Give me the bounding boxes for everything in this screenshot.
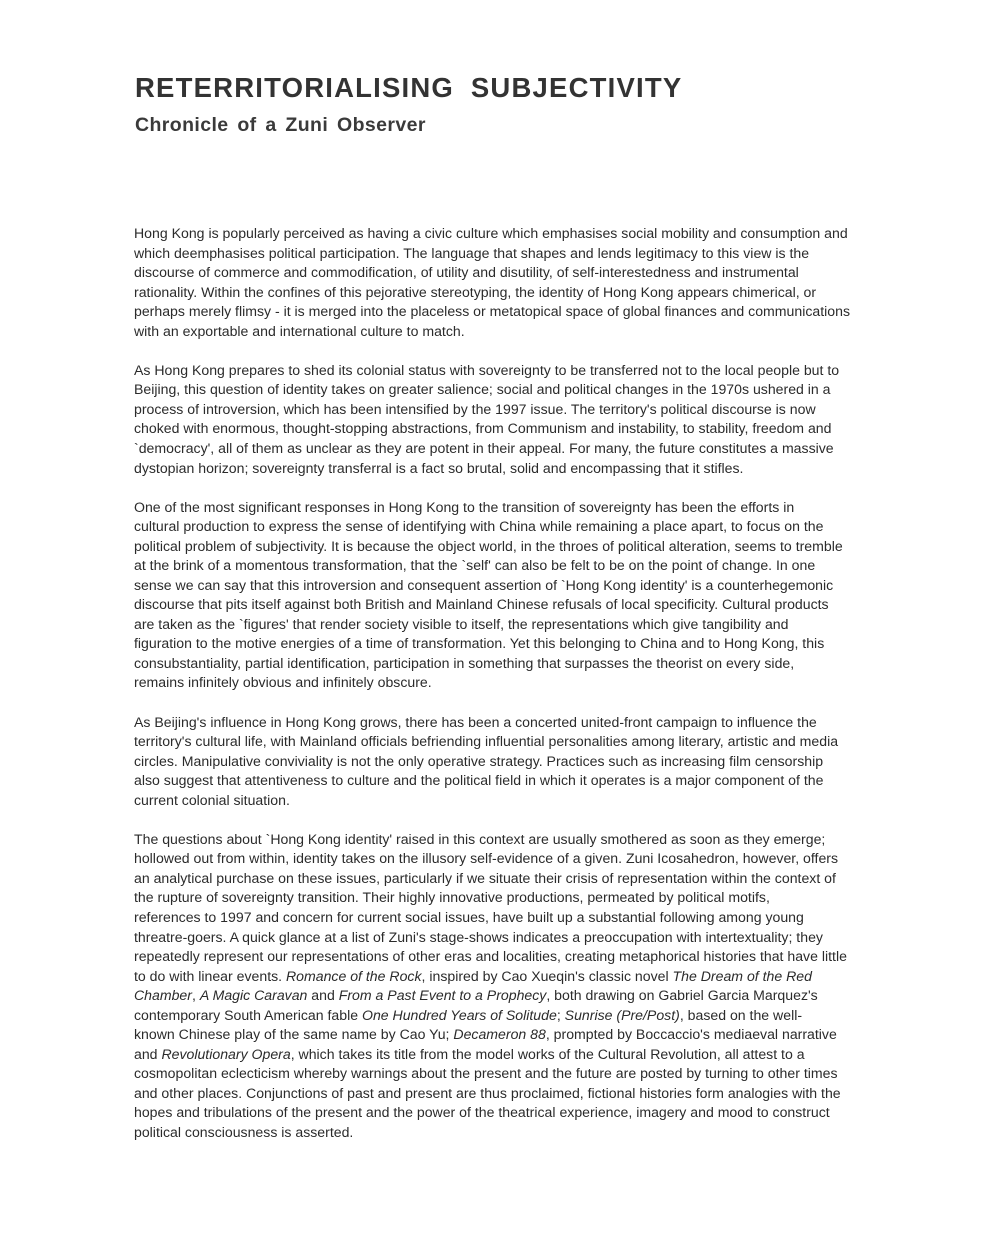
line: repeatedly represent our representations of other eras and localities, creating metaphorical histories that have little [134,948,847,965]
line: hopes and tribulations of the present and the power of the theatrical experience, imagery and mood to construct [134,1104,830,1121]
document-subtitle: Chronicle of a Zuni Observer [135,114,426,136]
line: figuration to the motive energies of a time of transformation. Yet this belonging to China and to Hong Kong, this [134,635,825,652]
work-title: Decameron 88 [453,1026,546,1043]
line: political consciousness is asserted. [134,1123,354,1140]
line [134,967,896,987]
paragraph-2 [134,361,896,478]
line: discourse of commerce and commodification, of utility and disutility, of self-interestedness and instrumental [134,264,799,281]
line [134,986,896,1006]
work-title: Revolutionary Opera [161,1045,291,1062]
line: dystopian horizon; sovereignty transferral is a fact so brutal, solid and encompassing that it stifles. [134,459,744,476]
text-run: , inspired by Cao Xueqin's classic novel [421,967,673,984]
body-text [134,224,896,1162]
text-run: , [191,987,200,1004]
line: hollowed out from within, identity takes on the illusory self-evidence of a given. Zuni Icosahedron, however, offers [134,850,839,867]
text-run: and [134,1045,162,1062]
line: which deemphasises political participation. The language that shapes and lends legitimacy to this view is the [134,244,810,261]
line: circles. Manipulative conviviality is not the only operative strategy. Practices such as increasing film censorship [134,752,824,769]
line: political problem of subjectivity. It is because the object world, in the throes of political alteration, seems to tremble [134,537,843,554]
line [134,1006,896,1026]
line: references to 1997 and concern for current social issues, have built up a substantial following among young [134,908,804,925]
line: current colonial situation. [134,791,290,808]
line: consubstantiality, partial identification, participation in something that surpasses the theorist on every side, [134,654,795,671]
line: Hong Kong is popularly perceived as having a civic culture which emphasises social mobility and consumption and [134,225,848,241]
line: the rupture of sovereignty transition. Their highly innovative productions, permeated by political motifs, [134,889,770,906]
line: also suggest that attentiveness to culture and the political field in which it operates is a major component of the [134,772,824,789]
line: threatre-goers. A quick glance at a list of Zuni's stage-shows indicates a preoccupation with intertextuality; they [134,928,823,945]
line: `democracy', all of them as unclear as they are potent in their appeal. For many, the future constitutes a massive [134,439,834,456]
line: One of the most significant responses in Hong Kong to the transition of sovereignty has been the efforts in [134,498,795,515]
line: an analytical purchase on these issues, particularly if we situate their crisis of representation within the context of [134,869,836,886]
text-run: , prompted by Boccaccio's mediaeval narrative [545,1026,837,1043]
paragraph-4 [134,713,896,811]
text-run: to do with linear events. [134,967,286,984]
line: remains infinitely obvious and infinitely obscure. [134,674,432,691]
work-title: From a Past Event to a Prophecy [338,987,547,1004]
line: process of introversion, which has been intensified by the 1997 issue. The territory's political discourse is now [134,400,816,417]
line [134,1045,896,1065]
text-run: ; [556,1006,565,1023]
line [134,1025,896,1045]
line: and other places. Conjunctions of past and present are thus proclaimed, fictional histories form analogies with the [134,1084,841,1101]
paragraph-list [134,224,896,810]
line: As Beijing's influence in Hong Kong grows, there has been a concerted united-front campaign to influence the [134,713,817,730]
text-run: known Chinese play of the same name by Cao Yu; [134,1026,454,1043]
work-title: Chamber [134,987,192,1004]
document-title: RETERRITORIALISING SUBJECTIVITY [135,72,683,103]
text-run: , which takes its title from the model works of the Cultural Revolution, all attest to a [290,1045,805,1062]
line: rationality. Within the confines of this pejorative stereotyping, the identity of Hong Kong appears chimerical, or [134,283,817,300]
line: cultural production to express the sense of identifying with China while remaining a place apart, to focus on the [134,518,824,535]
line: perhaps merely flimsy - it is merged into the placeless or metatopical space of global finances and communications [134,303,850,320]
paragraph-5 [134,830,896,1143]
work-title: Romance of the Rock [285,967,422,984]
text-run: , based on the well- [679,1006,803,1023]
line: As Hong Kong prepares to shed its colonial status with sovereignty to be transferred not to the local people but to [134,361,840,378]
line: cosmopolitan eclecticism whereby warnings about the present and the future are posted by turning to other times [134,1065,838,1082]
line: discourse that pits itself against both British and Mainland Chinese refusals of local specificity. Cultural products [134,596,829,613]
line: are taken as the `figures' that render society visible to itself, the representations which give tangibility and [134,615,789,632]
paragraph-3 [134,498,896,693]
text-run: , both drawing on Gabriel Garcia Marquez's [546,987,818,1004]
line: territory's cultural life, with Mainland officials befriending influential personalities among literary, artistic and media [134,733,839,750]
line: sense we can say that this introversion and consequent assertion of `Hong Kong identity' is a counterhegemonic [134,576,834,593]
line: The questions about `Hong Kong identity' raised in this context are usually smothered as soon as they emerge; [134,830,826,847]
work-title: Sunrise (Pre/Post) [564,1006,680,1023]
line: choked with enormous, thought-stopping abstractions, from Communism and instability, to stability, freedom and [134,420,832,437]
line: at the brink of a momentous transformation, that the `self' can also be felt to be on the point of change. In one [134,557,816,574]
work-title: The Dream of the Red [672,967,812,984]
text-run: contemporary South American fable [134,1006,362,1023]
paragraph-1 [134,224,896,341]
line: Beijing, this question of identity takes on greater salience; social and political changes in the 1970s ushered in a [134,381,831,398]
text-run: and [307,987,339,1004]
work-title: A Magic Caravan [199,987,308,1004]
work-title: One Hundred Years of Solitude [361,1006,557,1023]
line: with an exportable and international culture to match. [134,322,465,339]
